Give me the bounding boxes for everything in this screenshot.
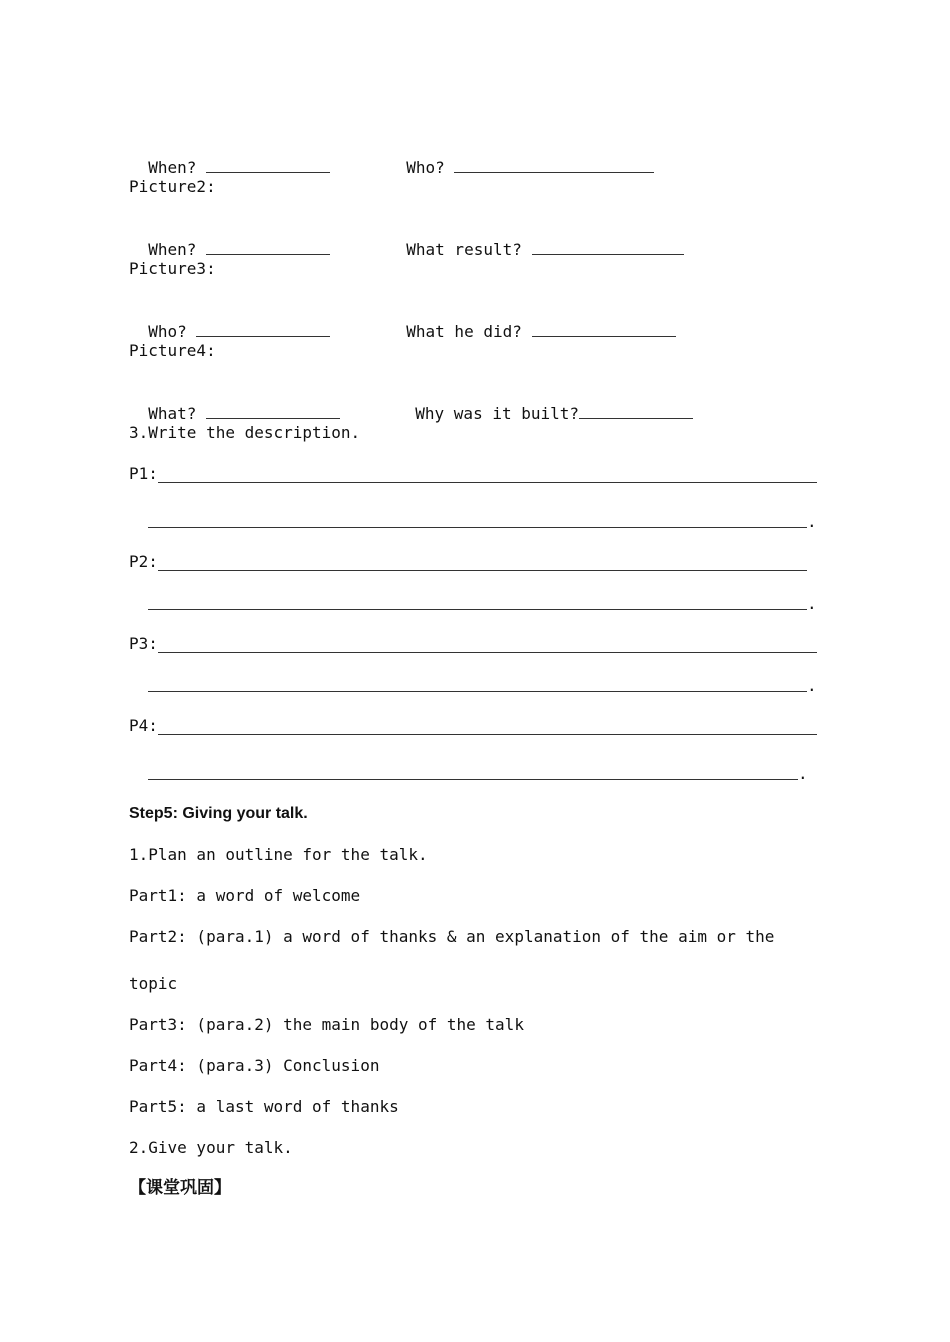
- p3-label: P3:: [129, 634, 158, 653]
- picture4-label: Picture4:: [129, 341, 216, 360]
- who-blank[interactable]: [196, 320, 330, 337]
- p2-label: P2:: [129, 552, 158, 571]
- part4-text: Part4: (para.3) Conclusion: [129, 1056, 380, 1075]
- plan-outline-text: 1.Plan an outline for the talk.: [129, 845, 428, 864]
- p1-line-2[interactable]: [148, 527, 807, 528]
- p4-line-2[interactable]: [148, 779, 798, 780]
- p1-label: P1:: [129, 464, 158, 483]
- give-talk-text: 2.Give your talk.: [129, 1138, 293, 1157]
- when-label: When?: [148, 240, 197, 259]
- p3-period: .: [807, 676, 817, 695]
- why-built-blank[interactable]: [579, 402, 693, 419]
- part2-text-continued: topic: [129, 974, 178, 993]
- who-label: Who?: [148, 322, 187, 341]
- write-description-heading: 3.Write the description.: [129, 423, 361, 442]
- what-he-did-blank[interactable]: [532, 320, 676, 337]
- what-row-4: [129, 382, 340, 424]
- p2-period: .: [807, 594, 817, 613]
- did-row-3: [387, 300, 676, 342]
- what-blank[interactable]: [206, 402, 340, 419]
- p4-label: P4:: [129, 716, 158, 735]
- who-blank[interactable]: [454, 156, 654, 173]
- p3-line-1[interactable]: [158, 652, 817, 653]
- p4-period: .: [798, 764, 808, 783]
- picture3-label: Picture3:: [129, 259, 216, 278]
- picture2-label: Picture2:: [129, 177, 216, 196]
- consolidation-heading: 【课堂巩固】: [129, 1178, 231, 1198]
- p1-period: .: [807, 512, 817, 531]
- p2-line-1[interactable]: [158, 570, 807, 571]
- part5-text: Part5: a last word of thanks: [129, 1097, 399, 1116]
- when-row-1: [129, 136, 330, 178]
- p4-line-1[interactable]: [158, 734, 817, 735]
- p2-line-2[interactable]: [148, 609, 807, 610]
- who-row-1: [387, 136, 654, 178]
- what-label: What?: [148, 404, 197, 423]
- who-row-3: [129, 300, 330, 342]
- why-row-4: [396, 382, 693, 424]
- p3-line-2[interactable]: [148, 691, 807, 692]
- what-result-blank[interactable]: [532, 238, 684, 255]
- part2-text: Part2: (para.1) a word of thanks & an explanation of the aim or the: [129, 927, 775, 946]
- when-row-2: [129, 218, 330, 260]
- step5-heading: Step5: Giving your talk.: [129, 805, 308, 822]
- why-built-label: Why was it built?: [415, 404, 580, 423]
- p1-line-1[interactable]: [158, 482, 817, 483]
- part3-text: Part3: (para.2) the main body of the talk: [129, 1015, 524, 1034]
- result-row-2: [387, 218, 684, 260]
- who-label: Who?: [406, 158, 445, 177]
- when-blank[interactable]: [206, 156, 330, 173]
- part1-text: Part1: a word of welcome: [129, 886, 361, 905]
- when-label: When?: [148, 158, 197, 177]
- what-he-did-label: What he did?: [406, 322, 522, 341]
- what-result-label: What result?: [406, 240, 522, 259]
- when-blank[interactable]: [206, 238, 330, 255]
